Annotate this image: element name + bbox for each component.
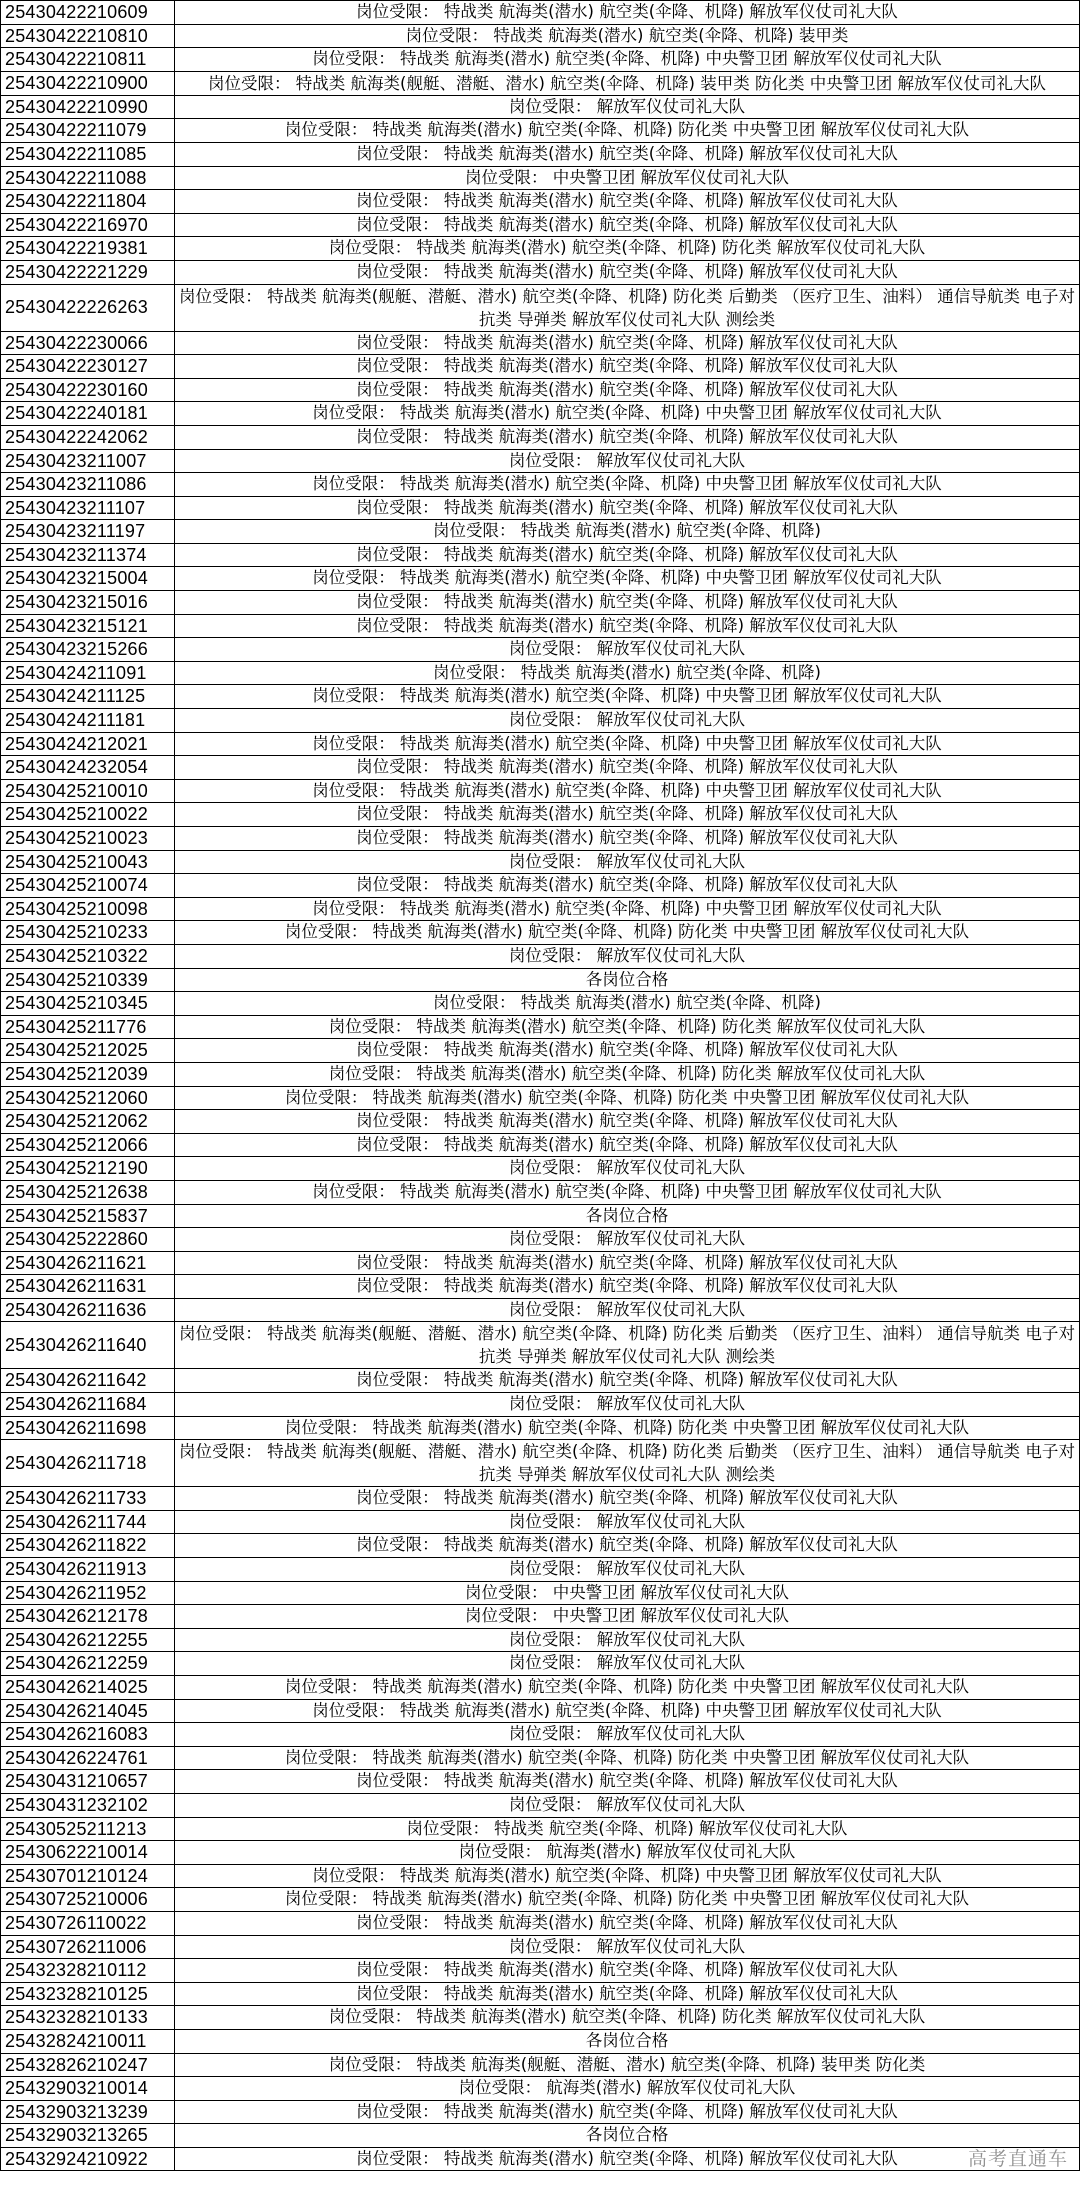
restriction-cell: 岗位受限： 特战类 航海类(潜水) 航空类(伞降、机降) 解放军仪仗司礼大队 — [175, 827, 1080, 851]
table-row — [1, 496, 1080, 520]
restriction-cell: 岗位受限： 解放军仪仗司礼大队 — [175, 1652, 1080, 1676]
candidate-id-cell: 25430422221229 — [1, 260, 175, 284]
restriction-cell: 岗位受限： 特战类 航海类(潜水) 航空类(伞降、机降) 解放军仪仗司礼大队 — [175, 1110, 1080, 1134]
candidate-id-cell: 25430431210657 — [1, 1770, 175, 1794]
restriction-cell: 岗位受限： 特战类 航海类(潜水) 航空类(伞降、机降) 解放军仪仗司礼大队 — [175, 756, 1080, 780]
restriction-cell: 岗位受限： 特战类 航海类(潜水) 航空类(伞降、机降) 解放军仪仗司礼大队 — [175, 355, 1080, 379]
candidate-id-cell: 25430422210900 — [1, 71, 175, 95]
restriction-cell: 岗位受限： 解放军仪仗司礼大队 — [175, 1157, 1080, 1181]
table-row — [1, 1228, 1080, 1252]
table-row — [1, 1699, 1080, 1723]
table-row — [1, 2006, 1080, 2030]
table-row — [1, 1298, 1080, 1322]
table-row — [1, 473, 1080, 497]
candidate-id-cell: 25430425215837 — [1, 1204, 175, 1228]
candidate-id-cell: 25430701210124 — [1, 1864, 175, 1888]
table-row — [1, 1652, 1080, 1676]
candidate-id-cell: 25430726211006 — [1, 1935, 175, 1959]
table-row — [1, 48, 1080, 72]
restriction-cell: 岗位受限： 解放军仪仗司礼大队 — [175, 1510, 1080, 1534]
restriction-cell: 岗位受限： 特战类 航海类(潜水) 航空类(伞降、机降) — [175, 661, 1080, 685]
candidate-id-cell: 25430426211636 — [1, 1298, 175, 1322]
restriction-cell: 岗位受限： 中央警卫团 解放军仪仗司礼大队 — [175, 166, 1080, 190]
table-row — [1, 1911, 1080, 1935]
candidate-id-cell: 25430425212039 — [1, 1062, 175, 1086]
candidate-id-cell: 25430422211088 — [1, 166, 175, 190]
candidate-id-cell: 25430426211640 — [1, 1322, 175, 1369]
candidate-id-cell: 25430425222860 — [1, 1228, 175, 1252]
candidate-id-cell: 25430425210339 — [1, 968, 175, 992]
table-row — [1, 779, 1080, 803]
restriction-cell: 岗位受限： 特战类 航海类(舰艇、潜艇、潜水) 航空类(伞降、机降) 防化类 后勤类 （医疗卫生、油料） 通信导航类 电子对抗类 导弹类 解放军仪仗司礼大队 测绘类 — [175, 284, 1080, 331]
table-row — [1, 213, 1080, 237]
table-row — [1, 685, 1080, 709]
table-row — [1, 1581, 1080, 1605]
candidate-id-cell: 25430426211822 — [1, 1534, 175, 1558]
table-row — [1, 1393, 1080, 1417]
table-row — [1, 1841, 1080, 1865]
restriction-cell: 岗位受限： 特战类 航海类(潜水) 航空类(伞降、机降) 解放军仪仗司礼大队 — [175, 1487, 1080, 1511]
restriction-cell: 岗位受限： 特战类 航海类(潜水) 航空类(伞降、机降) 解放军仪仗司礼大队 — [175, 543, 1080, 567]
restriction-cell: 岗位受限： 特战类 航海类(潜水) 航空类(伞降、机降) 中央警卫团 解放军仪仗司礼大队 — [175, 473, 1080, 497]
table-row — [1, 1322, 1080, 1369]
candidate-id-cell: 25430426211744 — [1, 1510, 175, 1534]
table-row — [1, 1487, 1080, 1511]
restriction-cell: 岗位受限： 特战类 航海类(舰艇、潜艇、潜水) 航空类(伞降、机降) 装甲类 防化类 中央警卫团 解放军仪仗司礼大队 — [175, 71, 1080, 95]
candidate-id-cell: 25430426211621 — [1, 1251, 175, 1275]
restriction-cell: 岗位受限： 特战类 航海类(潜水) 航空类(伞降、机降) — [175, 520, 1080, 544]
candidate-id-cell: 25430425210022 — [1, 803, 175, 827]
table-row — [1, 543, 1080, 567]
candidate-id-cell: 25430424232054 — [1, 756, 175, 780]
restriction-cell: 岗位受限： 特战类 航海类(舰艇、潜艇、潜水) 航空类(伞降、机降) 装甲类 防化类 — [175, 2053, 1080, 2077]
restriction-cell: 岗位受限： 航海类(潜水) 解放军仪仗司礼大队 — [175, 2077, 1080, 2101]
table-row — [1, 1440, 1080, 1487]
restriction-cell: 岗位受限： 特战类 航海类(潜水) 航空类(伞降、机降) 解放军仪仗司礼大队 — [175, 2147, 1080, 2171]
candidate-id-cell: 25430425212190 — [1, 1157, 175, 1181]
table-row — [1, 1015, 1080, 1039]
restriction-cell: 岗位受限： 特战类 航海类(潜水) 航空类(伞降、机降) 解放军仪仗司礼大队 — [175, 591, 1080, 615]
table-row — [1, 968, 1080, 992]
table-row — [1, 1982, 1080, 2006]
restriction-cell: 岗位受限： 特战类 航海类(潜水) 航空类(伞降、机降) 解放军仪仗司礼大队 — [175, 1251, 1080, 1275]
candidate-id-cell: 25432903213265 — [1, 2124, 175, 2148]
restriction-cell: 岗位受限： 特战类 航海类(潜水) 航空类(伞降、机降) 解放军仪仗司礼大队 — [175, 142, 1080, 166]
candidate-id-cell: 25430422219381 — [1, 237, 175, 261]
candidate-id-cell: 25432903210014 — [1, 2077, 175, 2101]
table-row — [1, 1534, 1080, 1558]
candidate-id-cell: 25430424211091 — [1, 661, 175, 685]
candidate-id-cell: 25430425210322 — [1, 944, 175, 968]
candidate-id-cell: 25430426212178 — [1, 1605, 175, 1629]
restriction-cell: 岗位受限： 解放军仪仗司礼大队 — [175, 1723, 1080, 1747]
candidate-id-cell: 25430426211642 — [1, 1369, 175, 1393]
candidate-id-cell: 25430425210043 — [1, 850, 175, 874]
candidate-id-cell: 25430426211733 — [1, 1487, 175, 1511]
restriction-cell: 岗位受限： 特战类 航海类(潜水) 航空类(伞降、机降) 防化类 解放军仪仗司礼大队 — [175, 1015, 1080, 1039]
candidate-id-cell: 25430425210074 — [1, 874, 175, 898]
table-row — [1, 1558, 1080, 1582]
candidate-id-cell: 25430423215004 — [1, 567, 175, 591]
table-row — [1, 331, 1080, 355]
table-row — [1, 355, 1080, 379]
restriction-cell: 岗位受限： 特战类 航海类(潜水) 航空类(伞降、机降) 解放军仪仗司礼大队 — [175, 614, 1080, 638]
restriction-cell: 岗位受限： 特战类 航海类(潜水) 航空类(伞降、机降) 解放军仪仗司礼大队 — [175, 1982, 1080, 2006]
table-row — [1, 1746, 1080, 1770]
table-row — [1, 614, 1080, 638]
candidate-id-cell: 25430423211107 — [1, 496, 175, 520]
table-row — [1, 1369, 1080, 1393]
table-row — [1, 1935, 1080, 1959]
candidate-id-cell: 25430426211952 — [1, 1581, 175, 1605]
table-row — [1, 1793, 1080, 1817]
restriction-cell: 岗位受限： 解放军仪仗司礼大队 — [175, 449, 1080, 473]
restriction-cell: 各岗位合格 — [175, 2124, 1080, 2148]
table-row — [1, 142, 1080, 166]
candidate-id-cell: 25430426212259 — [1, 1652, 175, 1676]
candidate-id-cell: 25430422210609 — [1, 1, 175, 25]
table-row — [1, 1416, 1080, 1440]
restriction-cell: 岗位受限： 特战类 航海类(潜水) 航空类(伞降、机降) 解放军仪仗司礼大队 — [175, 496, 1080, 520]
table-row — [1, 709, 1080, 733]
candidate-id-cell: 25430423215016 — [1, 591, 175, 615]
candidate-id-cell: 25430426214025 — [1, 1676, 175, 1700]
restriction-cell: 岗位受限： 特战类 航海类(潜水) 航空类(伞降、机降) 解放军仪仗司礼大队 — [175, 1911, 1080, 1935]
restriction-cell: 岗位受限： 特战类 航海类(潜水) 航空类(伞降、机降) 装甲类 — [175, 24, 1080, 48]
restriction-cell: 岗位受限： 特战类 航海类(舰艇、潜艇、潜水) 航空类(伞降、机降) 防化类 后勤类 （医疗卫生、油料） 通信导航类 电子对抗类 导弹类 解放军仪仗司礼大队 测绘类 — [175, 1440, 1080, 1487]
restriction-cell: 岗位受限： 特战类 航海类(潜水) 航空类(伞降、机降) 解放军仪仗司礼大队 — [175, 260, 1080, 284]
restriction-cell: 岗位受限： 特战类 航海类(潜水) 航空类(伞降、机降) 防化类 解放军仪仗司礼大队 — [175, 1062, 1080, 1086]
table-row — [1, 567, 1080, 591]
candidate-id-cell: 25430725210006 — [1, 1888, 175, 1912]
restriction-cell: 岗位受限： 特战类 航海类(潜水) 航空类(伞降、机降) 解放军仪仗司礼大队 — [175, 1039, 1080, 1063]
candidate-id-cell: 25430426214045 — [1, 1699, 175, 1723]
table-row — [1, 661, 1080, 685]
candidate-id-cell: 25432824210011 — [1, 2029, 175, 2053]
table-row — [1, 1110, 1080, 1134]
candidate-id-cell: 25430425212638 — [1, 1180, 175, 1204]
restriction-cell: 岗位受限： 解放军仪仗司礼大队 — [175, 95, 1080, 119]
candidate-id-cell: 25430425212062 — [1, 1110, 175, 1134]
table-row — [1, 944, 1080, 968]
table-row — [1, 591, 1080, 615]
table-row — [1, 378, 1080, 402]
table-row — [1, 1, 1080, 25]
restriction-cell: 岗位受限： 特战类 航海类(潜水) 航空类(伞降、机降) 中央警卫团 解放军仪仗司礼大队 — [175, 48, 1080, 72]
candidate-id-cell: 25430422230127 — [1, 355, 175, 379]
candidate-id-cell: 25430423211374 — [1, 543, 175, 567]
table-row — [1, 1157, 1080, 1181]
candidate-id-cell: 25430726110022 — [1, 1911, 175, 1935]
restriction-cell: 岗位受限： 特战类 航海类(潜水) 航空类(伞降、机降) 防化类 中央警卫团 解放军仪仗司礼大队 — [175, 1086, 1080, 1110]
candidate-id-cell: 25430425210010 — [1, 779, 175, 803]
watermark-text: 高考直通车 — [967, 2148, 1068, 2170]
table-row — [1, 1628, 1080, 1652]
restriction-cell: 岗位受限： 特战类 航海类(潜水) 航空类(伞降、机降) 解放军仪仗司礼大队 — [175, 874, 1080, 898]
results-table-body — [1, 1, 1080, 2171]
restriction-cell: 岗位受限： 特战类 航海类(潜水) 航空类(伞降、机降) 解放军仪仗司礼大队 — [175, 1275, 1080, 1299]
restriction-cell: 各岗位合格 — [175, 2029, 1080, 2053]
table-row — [1, 897, 1080, 921]
restriction-cell: 岗位受限： 特战类 航海类(潜水) 航空类(伞降、机降) 中央警卫团 解放军仪仗司礼大队 — [175, 1180, 1080, 1204]
restriction-cell: 岗位受限： 解放军仪仗司礼大队 — [175, 1935, 1080, 1959]
candidate-id-cell: 25430425210345 — [1, 992, 175, 1016]
candidate-id-cell: 25432328210133 — [1, 2006, 175, 2030]
restriction-cell: 岗位受限： 特战类 航海类(潜水) 航空类(伞降、机降) 防化类 解放军仪仗司礼大队 — [175, 237, 1080, 261]
candidate-id-cell: 25430424211125 — [1, 685, 175, 709]
candidate-id-cell: 25432328210112 — [1, 1959, 175, 1983]
table-row — [1, 284, 1080, 331]
restriction-cell: 岗位受限： 特战类 航海类(潜水) 航空类(伞降、机降) 解放军仪仗司礼大队 — [175, 190, 1080, 214]
table-row — [1, 638, 1080, 662]
table-row — [1, 1062, 1080, 1086]
table-row — [1, 1275, 1080, 1299]
table-row — [1, 992, 1080, 1016]
candidate-id-cell: 25430426211698 — [1, 1416, 175, 1440]
table-row — [1, 260, 1080, 284]
restriction-cell: 岗位受限： 特战类 航海类(潜水) 航空类(伞降、机降) 解放军仪仗司礼大队 — [175, 378, 1080, 402]
restriction-cell: 各岗位合格 — [175, 968, 1080, 992]
candidate-id-cell: 25430422242062 — [1, 425, 175, 449]
restriction-cell: 岗位受限： 特战类 航海类(潜水) 航空类(伞降、机降) 解放军仪仗司礼大队 — [175, 803, 1080, 827]
candidate-id-cell: 25430425210233 — [1, 921, 175, 945]
table-row — [1, 1864, 1080, 1888]
restriction-cell: 岗位受限： 特战类 航海类(潜水) 航空类(伞降、机降) 中央警卫团 解放军仪仗司礼大队 — [175, 1699, 1080, 1723]
candidate-id-cell: 25432924210922 — [1, 2147, 175, 2171]
candidate-id-cell: 25430426224761 — [1, 1746, 175, 1770]
table-row — [1, 449, 1080, 473]
candidate-id-cell: 25432328210125 — [1, 1982, 175, 2006]
restriction-cell: 岗位受限： 中央警卫团 解放军仪仗司礼大队 — [175, 1605, 1080, 1629]
candidate-id-cell: 25430431232102 — [1, 1793, 175, 1817]
candidate-id-cell: 25430422230160 — [1, 378, 175, 402]
candidate-id-cell: 25430422240181 — [1, 402, 175, 426]
restriction-cell: 岗位受限： 特战类 航海类(潜水) 航空类(伞降、机降) 解放军仪仗司礼大队 — [175, 1959, 1080, 1983]
restriction-cell: 岗位受限： 特战类 航海类(潜水) 航空类(伞降、机降) 解放军仪仗司礼大队 — [175, 331, 1080, 355]
restriction-cell: 岗位受限： 特战类 航海类(潜水) 航空类(伞降、机降) 中央警卫团 解放军仪仗司礼大队 — [175, 685, 1080, 709]
restriction-cell: 岗位受限： 解放军仪仗司礼大队 — [175, 709, 1080, 733]
candidate-id-cell: 25430422211804 — [1, 190, 175, 214]
candidate-id-cell: 25430622210014 — [1, 1841, 175, 1865]
table-row — [1, 95, 1080, 119]
table-row — [1, 1676, 1080, 1700]
candidate-id-cell: 25430422211085 — [1, 142, 175, 166]
restriction-cell: 岗位受限： 特战类 航海类(潜水) 航空类(伞降、机降) 防化类 中央警卫团 解放军仪仗司礼大队 — [175, 1676, 1080, 1700]
candidate-id-cell: 25430426211718 — [1, 1440, 175, 1487]
candidate-id-cell: 25430426216083 — [1, 1723, 175, 1747]
candidate-id-cell: 25430425212060 — [1, 1086, 175, 1110]
candidate-id-cell: 25430422211079 — [1, 119, 175, 143]
restriction-cell: 岗位受限： 特战类 航海类(潜水) 航空类(伞降、机降) 解放军仪仗司礼大队 — [175, 1534, 1080, 1558]
candidate-id-cell: 25430423215266 — [1, 638, 175, 662]
candidate-id-cell: 25430423211197 — [1, 520, 175, 544]
table-row — [1, 1133, 1080, 1157]
restriction-cell: 岗位受限： 解放军仪仗司礼大队 — [175, 638, 1080, 662]
candidate-id-cell: 25430426211684 — [1, 1393, 175, 1417]
table-row — [1, 803, 1080, 827]
table-row — [1, 2029, 1080, 2053]
candidate-id-cell: 25430422210990 — [1, 95, 175, 119]
table-row — [1, 756, 1080, 780]
table-row — [1, 237, 1080, 261]
table-row — [1, 1888, 1080, 1912]
restriction-cell: 岗位受限： 特战类 航海类(潜水) 航空类(伞降、机降) 解放军仪仗司礼大队 — [175, 1369, 1080, 1393]
table-row — [1, 1204, 1080, 1228]
candidate-id-cell: 25430422216970 — [1, 213, 175, 237]
candidate-id-cell: 25430423215121 — [1, 614, 175, 638]
table-row — [1, 520, 1080, 544]
table-row — [1, 2100, 1080, 2124]
candidate-id-cell: 25430425212066 — [1, 1133, 175, 1157]
restriction-cell: 岗位受限： 特战类 航海类(潜水) 航空类(伞降、机降) 防化类 解放军仪仗司礼大队 — [175, 2006, 1080, 2030]
restriction-cell: 岗位受限： 解放军仪仗司礼大队 — [175, 1228, 1080, 1252]
table-row — [1, 874, 1080, 898]
restriction-cell: 岗位受限： 特战类 航海类(潜水) 航空类(伞降、机降) 防化类 中央警卫团 解放军仪仗司礼大队 — [175, 1416, 1080, 1440]
restriction-cell: 岗位受限： 特战类 航海类(舰艇、潜艇、潜水) 航空类(伞降、机降) 防化类 后勤类 （医疗卫生、油料） 通信导航类 电子对抗类 导弹类 解放军仪仗司礼大队 测绘类 — [175, 1322, 1080, 1369]
restriction-cell: 岗位受限： 特战类 航海类(潜水) 航空类(伞降、机降) 解放军仪仗司礼大队 — [175, 2100, 1080, 2124]
restriction-cell: 岗位受限： 解放军仪仗司礼大队 — [175, 1793, 1080, 1817]
table-row — [1, 2053, 1080, 2077]
table-row — [1, 827, 1080, 851]
restriction-cell: 岗位受限： 特战类 航海类(潜水) 航空类(伞降、机降) — [175, 992, 1080, 1016]
restriction-cell: 岗位受限： 解放军仪仗司礼大队 — [175, 1393, 1080, 1417]
table-row — [1, 1510, 1080, 1534]
restriction-cell: 岗位受限： 特战类 航海类(潜水) 航空类(伞降、机降) 防化类 中央警卫团 解放军仪仗司礼大队 — [175, 1746, 1080, 1770]
restriction-cell: 岗位受限： 特战类 航海类(潜水) 航空类(伞降、机降) 中央警卫团 解放军仪仗司礼大队 — [175, 779, 1080, 803]
restriction-cell: 岗位受限： 中央警卫团 解放军仪仗司礼大队 — [175, 1581, 1080, 1605]
table-row — [1, 1086, 1080, 1110]
table-row — [1, 732, 1080, 756]
restriction-cell: 岗位受限： 解放军仪仗司礼大队 — [175, 850, 1080, 874]
restriction-cell: 岗位受限： 特战类 航海类(潜水) 航空类(伞降、机降) 解放军仪仗司礼大队 — [175, 1770, 1080, 1794]
restriction-cell: 岗位受限： 解放军仪仗司礼大队 — [175, 1558, 1080, 1582]
candidate-id-cell: 25430525211213 — [1, 1817, 175, 1841]
restriction-cell: 岗位受限： 特战类 航海类(潜水) 航空类(伞降、机降) 中央警卫团 解放军仪仗司礼大队 — [175, 567, 1080, 591]
table-row — [1, 1817, 1080, 1841]
candidate-id-cell: 25430425212025 — [1, 1039, 175, 1063]
table-row — [1, 2124, 1080, 2148]
table-row — [1, 1605, 1080, 1629]
candidate-id-cell: 25430426212255 — [1, 1628, 175, 1652]
table-row — [1, 2147, 1080, 2171]
candidate-id-cell: 25430426211913 — [1, 1558, 175, 1582]
table-row — [1, 402, 1080, 426]
table-row — [1, 190, 1080, 214]
candidate-id-cell: 25430422226263 — [1, 284, 175, 331]
table-row — [1, 1770, 1080, 1794]
restriction-cell: 岗位受限： 特战类 航海类(潜水) 航空类(伞降、机降) 解放军仪仗司礼大队 — [175, 1, 1080, 25]
table-row — [1, 166, 1080, 190]
table-row — [1, 1180, 1080, 1204]
table-row — [1, 1039, 1080, 1063]
restriction-cell: 岗位受限： 特战类 航海类(潜水) 航空类(伞降、机降) 防化类 中央警卫团 解放军仪仗司礼大队 — [175, 921, 1080, 945]
restriction-cell: 岗位受限： 特战类 航海类(潜水) 航空类(伞降、机降) 中央警卫团 解放军仪仗司礼大队 — [175, 402, 1080, 426]
table-row — [1, 1723, 1080, 1747]
restriction-cell: 岗位受限： 特战类 航海类(潜水) 航空类(伞降、机降) 防化类 中央警卫团 解放军仪仗司礼大队 — [175, 1888, 1080, 1912]
restriction-cell: 岗位受限： 特战类 航海类(潜水) 航空类(伞降、机降) 中央警卫团 解放军仪仗司礼大队 — [175, 897, 1080, 921]
candidate-id-cell: 25430424212021 — [1, 732, 175, 756]
table-row — [1, 2077, 1080, 2101]
restriction-cell: 岗位受限： 解放军仪仗司礼大队 — [175, 944, 1080, 968]
candidate-id-cell: 25430422210811 — [1, 48, 175, 72]
candidate-id-cell: 25432903213239 — [1, 2100, 175, 2124]
table-row — [1, 1959, 1080, 1983]
table-row — [1, 71, 1080, 95]
restriction-cell: 岗位受限： 航海类(潜水) 解放军仪仗司礼大队 — [175, 1841, 1080, 1865]
table-row — [1, 425, 1080, 449]
table-row — [1, 1251, 1080, 1275]
candidate-id-cell: 25430422230066 — [1, 331, 175, 355]
table-row — [1, 921, 1080, 945]
candidate-id-cell: 25430425211776 — [1, 1015, 175, 1039]
candidate-id-cell: 25430423211086 — [1, 473, 175, 497]
restriction-cell: 各岗位合格 — [175, 1204, 1080, 1228]
table-row — [1, 24, 1080, 48]
table-row — [1, 850, 1080, 874]
candidate-id-cell: 25432826210247 — [1, 2053, 175, 2077]
candidate-id-cell: 25430425210023 — [1, 827, 175, 851]
restriction-cell: 岗位受限： 解放军仪仗司礼大队 — [175, 1628, 1080, 1652]
restriction-cell: 岗位受限： 特战类 航海类(潜水) 航空类(伞降、机降) 解放军仪仗司礼大队 — [175, 213, 1080, 237]
restriction-cell: 岗位受限： 特战类 航海类(潜水) 航空类(伞降、机降) 中央警卫团 解放军仪仗司礼大队 — [175, 1864, 1080, 1888]
candidate-id-cell: 25430426211631 — [1, 1275, 175, 1299]
candidate-id-cell: 25430424211181 — [1, 709, 175, 733]
candidate-id-cell: 25430423211007 — [1, 449, 175, 473]
restriction-cell: 岗位受限： 解放军仪仗司礼大队 — [175, 1298, 1080, 1322]
table-row — [1, 119, 1080, 143]
candidate-id-cell: 25430422210810 — [1, 24, 175, 48]
restriction-cell: 岗位受限： 特战类 航海类(潜水) 航空类(伞降、机降) 解放军仪仗司礼大队 — [175, 1133, 1080, 1157]
candidate-id-cell: 25430425210098 — [1, 897, 175, 921]
restriction-cell: 岗位受限： 特战类 航海类(潜水) 航空类(伞降、机降) 防化类 中央警卫团 解放军仪仗司礼大队 — [175, 119, 1080, 143]
restriction-cell: 岗位受限： 特战类 航海类(潜水) 航空类(伞降、机降) 解放军仪仗司礼大队 — [175, 425, 1080, 449]
restriction-cell: 岗位受限： 特战类 航海类(潜水) 航空类(伞降、机降) 中央警卫团 解放军仪仗司礼大队 — [175, 732, 1080, 756]
restriction-cell: 岗位受限： 特战类 航空类(伞降、机降) 解放军仪仗司礼大队 — [175, 1817, 1080, 1841]
